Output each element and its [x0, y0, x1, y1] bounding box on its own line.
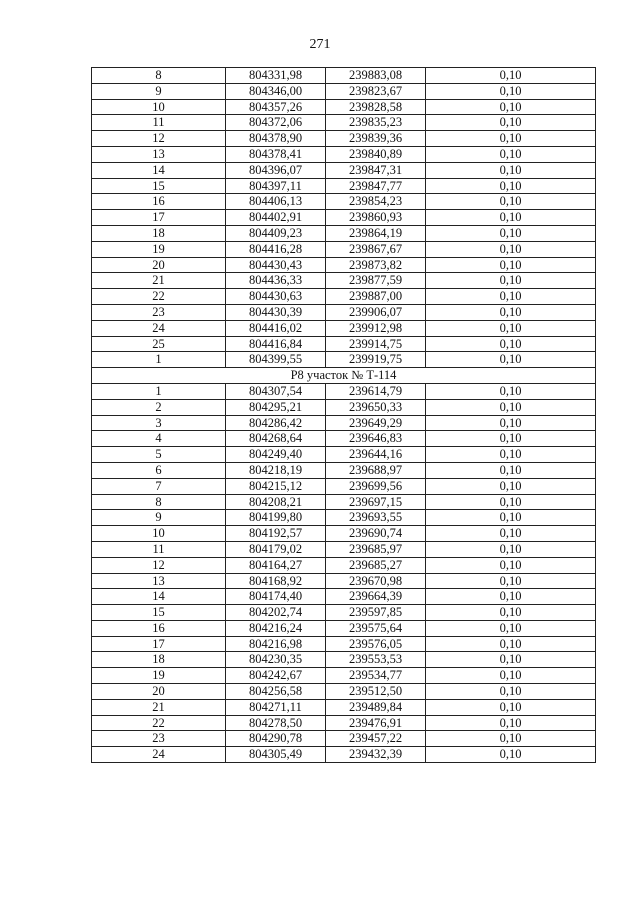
accuracy-cell: 0,10 — [426, 573, 596, 589]
y-coordinate-cell: 239860,93 — [326, 210, 426, 226]
coordinates-table — [91, 67, 596, 763]
point-number-cell: 22 — [92, 715, 226, 731]
table-row — [92, 699, 596, 715]
y-coordinate-cell: 239697,15 — [326, 494, 426, 510]
accuracy-cell: 0,10 — [426, 731, 596, 747]
x-coordinate-cell: 804278,50 — [226, 715, 326, 731]
table-row — [92, 115, 596, 131]
table-row — [92, 636, 596, 652]
accuracy-cell: 0,10 — [426, 747, 596, 763]
y-coordinate-cell: 239847,77 — [326, 178, 426, 194]
x-coordinate-cell: 804399,55 — [226, 352, 326, 368]
y-coordinate-cell: 239887,00 — [326, 289, 426, 305]
x-coordinate-cell: 804199,80 — [226, 510, 326, 526]
y-coordinate-cell: 239489,84 — [326, 699, 426, 715]
y-coordinate-cell: 239644,16 — [326, 447, 426, 463]
table-row — [92, 273, 596, 289]
y-coordinate-cell: 239914,75 — [326, 336, 426, 352]
point-number-cell: 17 — [92, 210, 226, 226]
accuracy-cell: 0,10 — [426, 194, 596, 210]
point-number-cell: 19 — [92, 241, 226, 257]
accuracy-cell: 0,10 — [426, 273, 596, 289]
y-coordinate-cell: 239828,58 — [326, 99, 426, 115]
accuracy-cell: 0,10 — [426, 510, 596, 526]
accuracy-cell: 0,10 — [426, 68, 596, 84]
x-coordinate-cell: 804174,40 — [226, 589, 326, 605]
accuracy-cell: 0,10 — [426, 526, 596, 542]
point-number-cell: 2 — [92, 399, 226, 415]
accuracy-cell: 0,10 — [426, 146, 596, 162]
y-coordinate-cell: 239476,91 — [326, 715, 426, 731]
table-row — [92, 447, 596, 463]
table-row — [92, 257, 596, 273]
point-number-cell: 1 — [92, 383, 226, 399]
point-number-cell: 3 — [92, 415, 226, 431]
table-row — [92, 68, 596, 84]
table-row — [92, 304, 596, 320]
accuracy-cell: 0,10 — [426, 494, 596, 510]
y-coordinate-cell: 239646,83 — [326, 431, 426, 447]
x-coordinate-cell: 804416,02 — [226, 320, 326, 336]
point-number-cell: 12 — [92, 557, 226, 573]
accuracy-cell: 0,10 — [426, 399, 596, 415]
x-coordinate-cell: 804305,49 — [226, 747, 326, 763]
accuracy-cell: 0,10 — [426, 131, 596, 147]
table-row — [92, 162, 596, 178]
point-number-cell: 19 — [92, 668, 226, 684]
x-coordinate-cell: 804416,28 — [226, 241, 326, 257]
table-row — [92, 589, 596, 605]
section-header — [92, 368, 596, 384]
point-number-cell: 18 — [92, 225, 226, 241]
point-number-cell: 22 — [92, 289, 226, 305]
x-coordinate-cell: 804331,98 — [226, 68, 326, 84]
accuracy-cell: 0,10 — [426, 541, 596, 557]
accuracy-cell: 0,10 — [426, 83, 596, 99]
y-coordinate-cell: 239649,29 — [326, 415, 426, 431]
point-number-cell: 1 — [92, 352, 226, 368]
accuracy-cell: 0,10 — [426, 668, 596, 684]
y-coordinate-cell: 239690,74 — [326, 526, 426, 542]
y-coordinate-cell: 239650,33 — [326, 399, 426, 415]
accuracy-cell: 0,10 — [426, 225, 596, 241]
point-number-cell: 14 — [92, 589, 226, 605]
y-coordinate-cell: 239693,55 — [326, 510, 426, 526]
y-coordinate-cell: 239575,64 — [326, 620, 426, 636]
x-coordinate-cell: 804230,35 — [226, 652, 326, 668]
table-row — [92, 478, 596, 494]
x-coordinate-cell: 804307,54 — [226, 383, 326, 399]
table-row — [92, 146, 596, 162]
point-number-cell: 17 — [92, 636, 226, 652]
y-coordinate-cell: 239877,59 — [326, 273, 426, 289]
point-number-cell: 4 — [92, 431, 226, 447]
point-number-cell: 14 — [92, 162, 226, 178]
x-coordinate-cell: 804416,84 — [226, 336, 326, 352]
x-coordinate-cell: 804397,11 — [226, 178, 326, 194]
point-number-cell: 6 — [92, 462, 226, 478]
y-coordinate-cell: 239823,67 — [326, 83, 426, 99]
y-coordinate-cell: 239597,85 — [326, 605, 426, 621]
x-coordinate-cell: 804218,19 — [226, 462, 326, 478]
table-row — [92, 131, 596, 147]
x-coordinate-cell: 804406,13 — [226, 194, 326, 210]
accuracy-cell: 0,10 — [426, 115, 596, 131]
table-row — [92, 194, 596, 210]
table-row — [92, 510, 596, 526]
x-coordinate-cell: 804271,11 — [226, 699, 326, 715]
section-row — [92, 368, 596, 384]
y-coordinate-cell: 239835,23 — [326, 115, 426, 131]
point-number-cell: 11 — [92, 115, 226, 131]
x-coordinate-cell: 804256,58 — [226, 684, 326, 700]
x-coordinate-cell: 804295,21 — [226, 399, 326, 415]
point-number-cell: 18 — [92, 652, 226, 668]
table-row — [92, 178, 596, 194]
y-coordinate-cell: 239912,98 — [326, 320, 426, 336]
table-row — [92, 747, 596, 763]
x-coordinate-cell: 804216,98 — [226, 636, 326, 652]
table-row — [92, 83, 596, 99]
accuracy-cell: 0,10 — [426, 241, 596, 257]
accuracy-cell: 0,10 — [426, 699, 596, 715]
table-row — [92, 99, 596, 115]
point-number-cell: 24 — [92, 320, 226, 336]
accuracy-cell: 0,10 — [426, 383, 596, 399]
x-coordinate-cell: 804286,42 — [226, 415, 326, 431]
x-coordinate-cell: 804430,39 — [226, 304, 326, 320]
y-coordinate-cell: 239534,77 — [326, 668, 426, 684]
table-row — [92, 605, 596, 621]
accuracy-cell: 0,10 — [426, 447, 596, 463]
y-coordinate-cell: 239919,75 — [326, 352, 426, 368]
y-coordinate-cell: 239883,08 — [326, 68, 426, 84]
point-number-cell: 23 — [92, 304, 226, 320]
accuracy-cell: 0,10 — [426, 352, 596, 368]
y-coordinate-cell: 239614,79 — [326, 383, 426, 399]
y-coordinate-cell: 239512,50 — [326, 684, 426, 700]
accuracy-cell: 0,10 — [426, 210, 596, 226]
table-row — [92, 557, 596, 573]
x-coordinate-cell: 804242,67 — [226, 668, 326, 684]
table-row — [92, 462, 596, 478]
point-number-cell: 16 — [92, 194, 226, 210]
table-row — [92, 225, 596, 241]
y-coordinate-cell: 239867,67 — [326, 241, 426, 257]
x-coordinate-cell: 804346,00 — [226, 83, 326, 99]
y-coordinate-cell: 239664,39 — [326, 589, 426, 605]
x-coordinate-cell: 804168,92 — [226, 573, 326, 589]
point-number-cell: 9 — [92, 83, 226, 99]
y-coordinate-cell: 239864,19 — [326, 225, 426, 241]
table-row — [92, 336, 596, 352]
x-coordinate-cell: 804179,02 — [226, 541, 326, 557]
y-coordinate-cell: 239854,23 — [326, 194, 426, 210]
accuracy-cell: 0,10 — [426, 162, 596, 178]
point-number-cell: 8 — [92, 494, 226, 510]
y-coordinate-cell: 239685,27 — [326, 557, 426, 573]
accuracy-cell: 0,10 — [426, 320, 596, 336]
point-number-cell: 20 — [92, 684, 226, 700]
table-row — [92, 573, 596, 589]
accuracy-cell: 0,10 — [426, 336, 596, 352]
accuracy-cell: 0,10 — [426, 605, 596, 621]
x-coordinate-cell: 804436,33 — [226, 273, 326, 289]
accuracy-cell: 0,10 — [426, 589, 596, 605]
y-coordinate-cell: 239432,39 — [326, 747, 426, 763]
point-number-cell: 5 — [92, 447, 226, 463]
page-number: 271 — [309, 37, 331, 52]
y-coordinate-cell: 239670,98 — [326, 573, 426, 589]
accuracy-cell: 0,10 — [426, 431, 596, 447]
x-coordinate-cell: 804164,27 — [226, 557, 326, 573]
table-row — [92, 494, 596, 510]
x-coordinate-cell: 804430,43 — [226, 257, 326, 273]
x-coordinate-cell: 804215,12 — [226, 478, 326, 494]
point-number-cell: 12 — [92, 131, 226, 147]
point-number-cell: 8 — [92, 68, 226, 84]
y-coordinate-cell: 239839,36 — [326, 131, 426, 147]
coordinates-group-a — [92, 68, 596, 368]
table-row — [92, 431, 596, 447]
x-coordinate-cell: 804378,41 — [226, 146, 326, 162]
x-coordinate-cell: 804372,06 — [226, 115, 326, 131]
point-number-cell: 25 — [92, 336, 226, 352]
point-number-cell: 24 — [92, 747, 226, 763]
x-coordinate-cell: 804430,63 — [226, 289, 326, 305]
x-coordinate-cell: 804378,90 — [226, 131, 326, 147]
accuracy-cell: 0,10 — [426, 415, 596, 431]
point-number-cell: 21 — [92, 699, 226, 715]
accuracy-cell: 0,10 — [426, 304, 596, 320]
point-number-cell: 21 — [92, 273, 226, 289]
x-coordinate-cell: 804208,21 — [226, 494, 326, 510]
accuracy-cell: 0,10 — [426, 652, 596, 668]
table-row — [92, 731, 596, 747]
y-coordinate-cell: 239699,56 — [326, 478, 426, 494]
y-coordinate-cell: 239847,31 — [326, 162, 426, 178]
y-coordinate-cell: 239553,53 — [326, 652, 426, 668]
table-row — [92, 352, 596, 368]
point-number-cell: 20 — [92, 257, 226, 273]
point-number-cell: 9 — [92, 510, 226, 526]
accuracy-cell: 0,10 — [426, 478, 596, 494]
accuracy-cell: 0,10 — [426, 257, 596, 273]
x-coordinate-cell: 804216,24 — [226, 620, 326, 636]
section-title: P8 участок № Т-114 — [92, 368, 596, 384]
accuracy-cell: 0,10 — [426, 289, 596, 305]
table-row — [92, 668, 596, 684]
y-coordinate-cell: 239576,05 — [326, 636, 426, 652]
accuracy-cell: 0,10 — [426, 99, 596, 115]
x-coordinate-cell: 804249,40 — [226, 447, 326, 463]
accuracy-cell: 0,10 — [426, 620, 596, 636]
table-row — [92, 541, 596, 557]
table-row — [92, 320, 596, 336]
point-number-cell: 13 — [92, 573, 226, 589]
y-coordinate-cell: 239840,89 — [326, 146, 426, 162]
point-number-cell: 10 — [92, 526, 226, 542]
point-number-cell: 15 — [92, 178, 226, 194]
accuracy-cell: 0,10 — [426, 462, 596, 478]
accuracy-cell: 0,10 — [426, 684, 596, 700]
table-row — [92, 620, 596, 636]
table-row — [92, 289, 596, 305]
table-row — [92, 684, 596, 700]
x-coordinate-cell: 804409,23 — [226, 225, 326, 241]
x-coordinate-cell: 804268,64 — [226, 431, 326, 447]
table-row — [92, 652, 596, 668]
point-number-cell: 16 — [92, 620, 226, 636]
accuracy-cell: 0,10 — [426, 636, 596, 652]
table-row — [92, 715, 596, 731]
table-row — [92, 399, 596, 415]
y-coordinate-cell: 239873,82 — [326, 257, 426, 273]
point-number-cell: 15 — [92, 605, 226, 621]
table-row — [92, 210, 596, 226]
accuracy-cell: 0,10 — [426, 178, 596, 194]
x-coordinate-cell: 804202,74 — [226, 605, 326, 621]
accuracy-cell: 0,10 — [426, 557, 596, 573]
point-number-cell: 10 — [92, 99, 226, 115]
y-coordinate-cell: 239685,97 — [326, 541, 426, 557]
table-row — [92, 383, 596, 399]
table-row — [92, 241, 596, 257]
x-coordinate-cell: 804192,57 — [226, 526, 326, 542]
table-row — [92, 526, 596, 542]
y-coordinate-cell: 239688,97 — [326, 462, 426, 478]
point-number-cell: 7 — [92, 478, 226, 494]
x-coordinate-cell: 804290,78 — [226, 731, 326, 747]
point-number-cell: 23 — [92, 731, 226, 747]
y-coordinate-cell: 239457,22 — [326, 731, 426, 747]
table-row — [92, 415, 596, 431]
x-coordinate-cell: 804357,26 — [226, 99, 326, 115]
y-coordinate-cell: 239906,07 — [326, 304, 426, 320]
point-number-cell: 11 — [92, 541, 226, 557]
x-coordinate-cell: 804396,07 — [226, 162, 326, 178]
coordinates-group-b — [92, 383, 596, 762]
point-number-cell: 13 — [92, 146, 226, 162]
accuracy-cell: 0,10 — [426, 715, 596, 731]
x-coordinate-cell: 804402,91 — [226, 210, 326, 226]
